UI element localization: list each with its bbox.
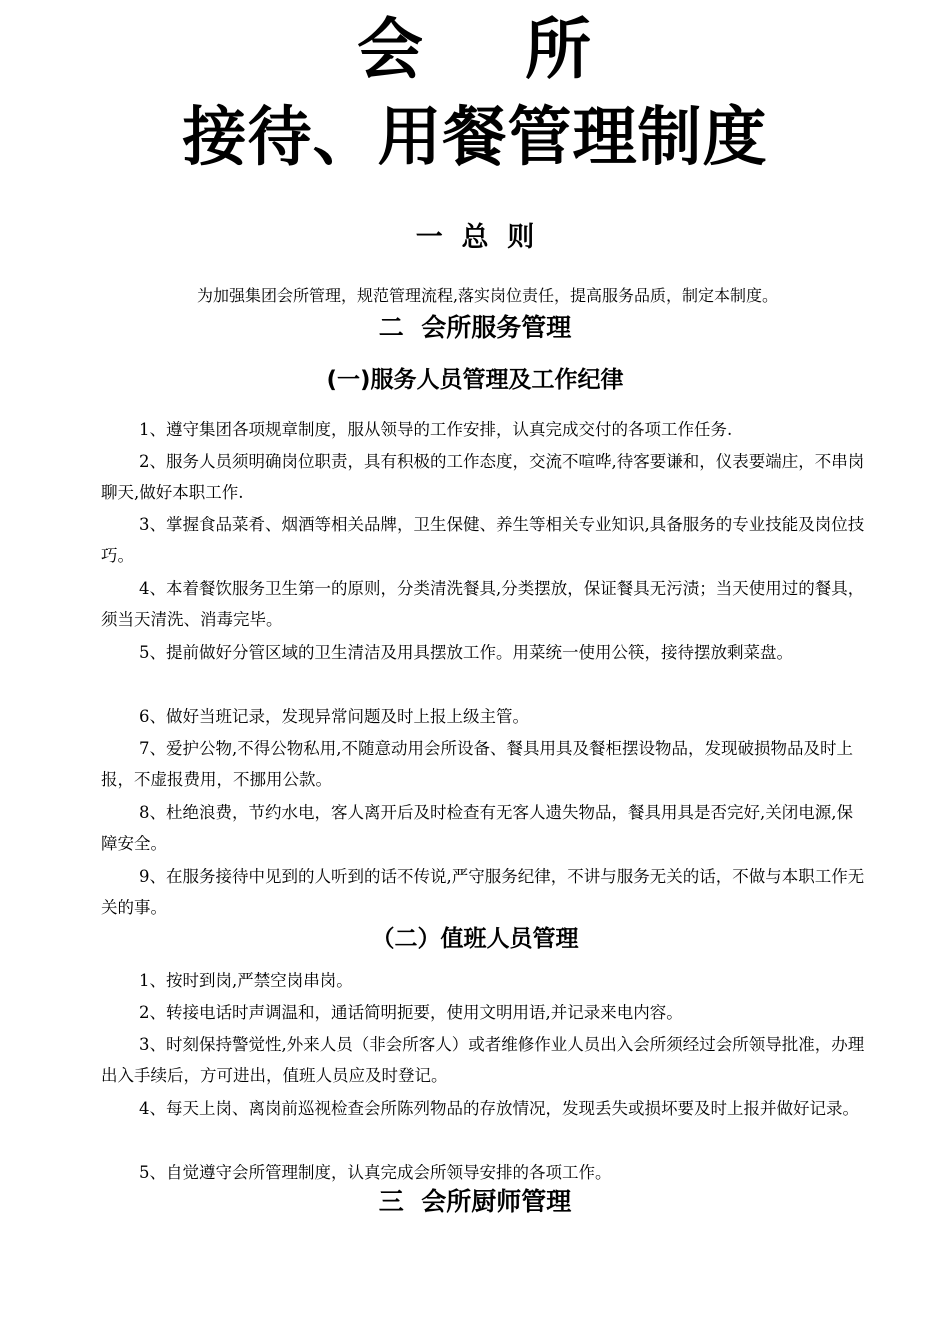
duty-item: 4、每天上岗、离岗前巡视检查会所陈列物品的存放情况，发现丢失或损坏要及时上报并做好记录。 — [139, 1099, 859, 1118]
rule-item: 2、服务人员须明确岗位职责，具有积极的工作态度，交流不喧哗,待客要谦和，仪表要端庄，不串岗聊天,做好本职工作. — [101, 452, 865, 502]
rule-item: 5、提前做好分管区域的卫生清洁及用具摆放工作。用菜统一使用公筷，接待摆放剩菜盘。 — [139, 643, 793, 662]
subsection2-heading: （二）值班人员管理 — [371, 926, 579, 952]
duty-item: 5、自觉遵守会所管理制度，认真完成会所领导安排的各项工作。 — [139, 1163, 612, 1182]
rule-item: 6、做好当班记录，发现异常问题及时上报上级主管。 — [139, 707, 529, 726]
duty-item: 3、时刻保持警觉性,外来人员（非会所客人）或者维修作业人员出入会所须经过会所领导批准，办理出入手续后，方可进出，值班人员应及时登记。 — [101, 1035, 865, 1085]
rule-item: 8、杜绝浪费，节约水电，客人离开后及时检查有无客人遗失物品，餐具用具是否完好,关闭电源,保障安全。 — [101, 803, 853, 853]
section2-heading: 二 会所服务管理 — [378, 313, 572, 342]
section1-heading: 一 总 则 — [415, 222, 535, 253]
duty-item: 1、按时到岗,严禁空岗串岗。 — [139, 971, 353, 990]
section3-heading: 三 会所厨师管理 — [378, 1187, 572, 1216]
rule-item: 3、掌握食品菜肴、烟酒等相关品牌，卫生保健、养生等相关专业知识,具备服务的专业技能及岗位技巧。 — [101, 515, 865, 565]
rule-item: 4、本着餐饮服务卫生第一的原则，分类清洗餐具,分类摆放，保证餐具无污渍；当天使用过的餐具，须当天清洗、消毒完毕。 — [101, 579, 865, 629]
document-title-line2: 接待、用餐管理制度 — [182, 101, 768, 175]
duty-item: 2、转接电话时声调温和，通话简明扼要，使用文明用语,并记录来电内容。 — [139, 1003, 683, 1022]
rule-item: 1、遵守集团各项规章制度，服从领导的工作安排，认真完成交付的各项工作任务. — [139, 420, 733, 439]
rule-item: 7、爱护公物,不得公物私用,不随意动用会所设备、餐具用具及餐柜摆设物品，发现破损物品及时上报，不虚报费用，不挪用公款。 — [101, 739, 853, 789]
document-title-line1: 会 所 — [357, 11, 593, 88]
subsection1-heading: (一)服务人员管理及工作纪律 — [326, 367, 624, 393]
section1-intro-text: 为加强集团会所管理，规范管理流程,落实岗位责任，提高服务品质，制定本制度。 — [196, 286, 779, 305]
rule-item: 9、在服务接待中见到的人听到的话不传说,严守服务纪律，不讲与服务无关的话，不做与本职工作无关的事。 — [101, 867, 865, 917]
